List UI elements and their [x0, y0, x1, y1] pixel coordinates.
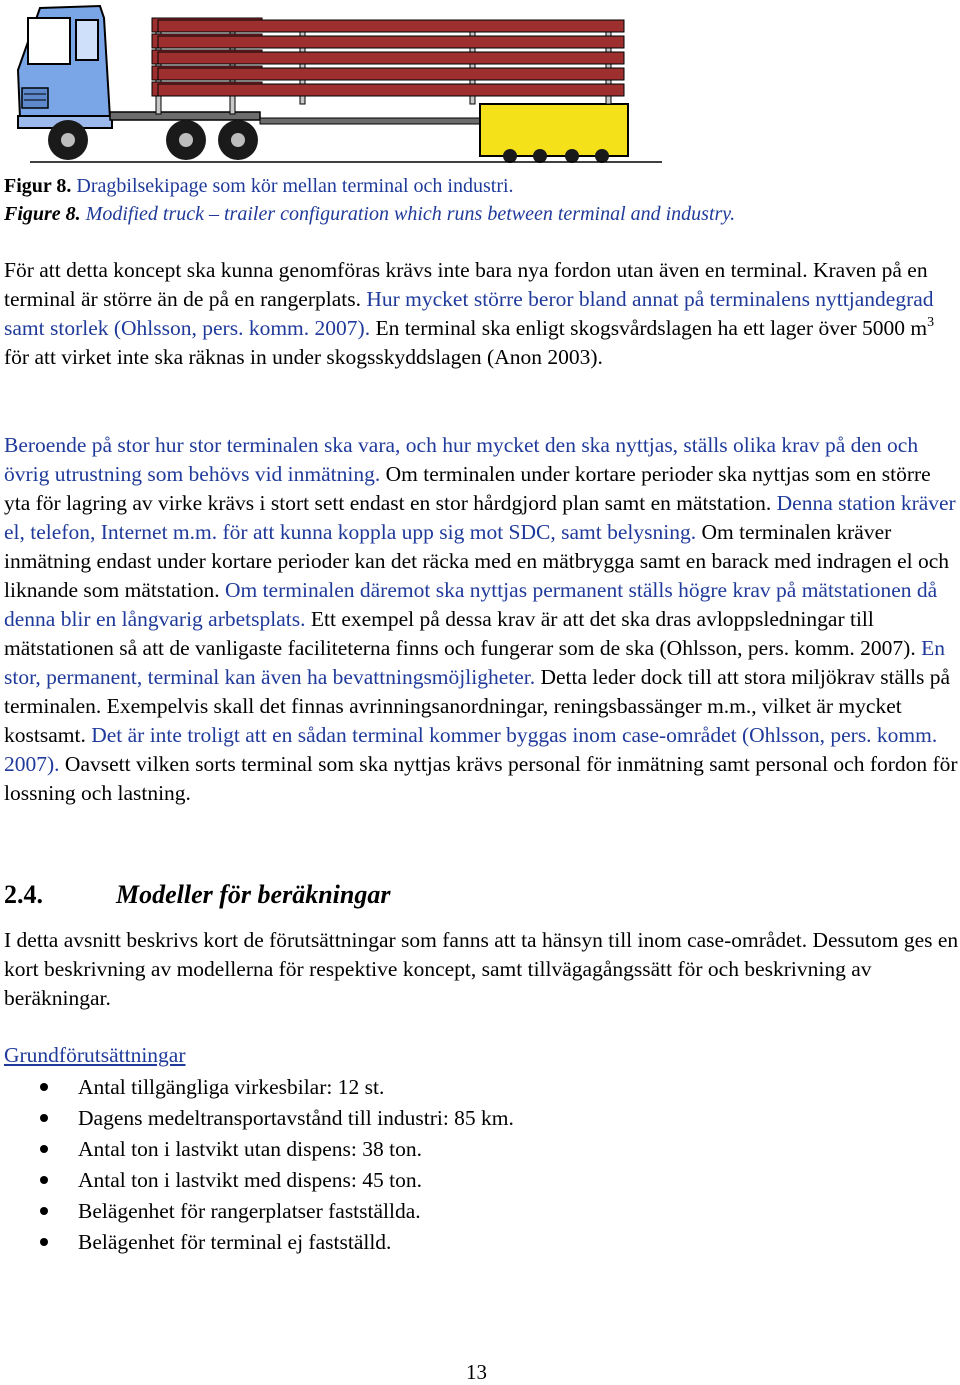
sentence: Detta leder dock till att stora miljökrav ställs på terminalen. Exempelvis skall det finnas avrinningsanordningar, reningsbassänger m.m., vilket är mycket kostsamt.: [4, 665, 951, 747]
bullet-icon: [40, 1083, 48, 1091]
bullet-icon: [40, 1207, 48, 1215]
sentence: En terminal ska enligt skogsvårdslagen ha ett lager över 5000 m: [375, 316, 928, 340]
sentence: Oavsett vilken sorts terminal som ska nyttjas krävs personal för inmätning samt personal och fordon för lossning och lastning.: [4, 752, 958, 805]
superscript: 3: [927, 315, 935, 330]
trailer-log-load: [158, 20, 624, 96]
sentence: Om terminalen däremot ska nyttjas permanent ställs högre krav på mätstationen då denna blir en långvarig arbetsplats.: [4, 578, 938, 631]
caption-label: Figur 8.: [4, 175, 72, 197]
sentence: För att detta koncept ska kunna genomföras krävs inte bara nya fordon utan även en terminal. Kraven på en terminal är större än de på en rangerplats.: [4, 258, 928, 311]
list-item: Dagens medeltransportavstånd till industri: 85 km.: [0, 1103, 514, 1134]
list-item: Antal ton i lastvikt utan dispens: 38 ton.: [0, 1134, 514, 1165]
sentence: Ett exempel på dessa krav är att det ska dras avloppsledningar till mätstationen så att de vanligaste faciliteterna finns och fungerar som de ska (Ohlsson, pers. komm. 2007).: [4, 607, 916, 660]
list-item: Antal ton i lastvikt med dispens: 45 ton.: [0, 1165, 514, 1196]
section-number: 2.4.: [4, 880, 43, 909]
truck-side-window: [76, 20, 98, 60]
list-item: Belägenhet för terminal ej fastställd.: [0, 1227, 514, 1258]
truck-windshield: [28, 18, 70, 64]
section-title: Modeller för beräkningar: [116, 880, 391, 909]
truck-grille: [22, 88, 48, 108]
bullet-list: [0, 1072, 514, 1258]
list-item: Antal tillgängliga virkesbilar: 12 st.: [0, 1072, 514, 1103]
caption-text: Dragbilsekipage som kör mellan terminal och industri.: [76, 175, 514, 197]
bullet-icon: [40, 1114, 48, 1122]
sentence: Om terminalen kräver inmätning endast under kortare perioder kan det räcka med en mätbrygga samt en barack med indragen el och liknande som mätstation.: [4, 520, 950, 602]
bullet-icon: [40, 1145, 48, 1153]
caption-label: Figure 8.: [4, 203, 81, 225]
sentence: Om terminalen under kortare perioder ska nyttjas som en större yta för lagring av virke krävs i stort sett endast en stor hårdgjord plan samt en mätstation.: [4, 462, 931, 515]
body-paragraph-3: I detta avsnitt beskrivs kort de förutsättningar som fanns att ta hänsyn till inom case-området. Dessutom ges en kort beskrivning av modellerna för respektive koncept, samt tillvägagångssätt för och beskrivning av beräkningar.: [4, 928, 959, 1010]
drawbar: [260, 118, 482, 124]
sentence: för att virket inte ska räknas in under skogsskyddslagen (Anon 2003).: [4, 345, 603, 369]
sentence: Denna station kräver el, telefon, Internet m.m. för att kunna koppla upp sig mot SDC, samt belysning.: [4, 491, 956, 544]
bullet-icon: [40, 1238, 48, 1246]
trailer-wheel: [503, 149, 517, 163]
truck-chassis: [110, 112, 260, 120]
section-heading: [4, 878, 390, 912]
sentence: Det är inte troligt att en sådan terminal kommer byggas inom case-området (Ohlsson, pers. komm. 2007).: [4, 723, 938, 776]
trailer-wheel: [565, 149, 579, 163]
sentence: Beroende på stor hur stor terminalen ska vara, och hur mycket den ska nyttjas, ställs olika krav på den och övrig utrustning som behövs vid inmätning.: [4, 433, 919, 486]
truck-trailer-illustration: [0, 0, 700, 170]
subheading-grundforutsattningar: Grundförutsättningar: [4, 1043, 186, 1067]
trailer-wheel: [533, 149, 547, 163]
figure-caption-swedish: [4, 172, 514, 200]
caption-text: Modified truck – trailer configuration which runs between terminal and industry.: [85, 203, 736, 225]
list-item: Belägenhet för rangerplatser fastställda.: [0, 1196, 514, 1227]
figure-caption-english: [4, 200, 735, 228]
body-paragraph-2: [4, 431, 959, 808]
sentence: Hur mycket större beror bland annat på terminalens nyttjandegrad samt storlek (Ohlsson, pers. komm. 2007).: [4, 287, 934, 340]
body-paragraph-1: [4, 256, 959, 372]
bullet-icon: [40, 1176, 48, 1184]
page-number: 13: [466, 1360, 487, 1384]
trailer-wheel: [595, 149, 609, 163]
trailer-body: [480, 104, 628, 156]
sentence: En stor, permanent, terminal kan även ha bevattningsmöjligheter.: [4, 636, 945, 689]
